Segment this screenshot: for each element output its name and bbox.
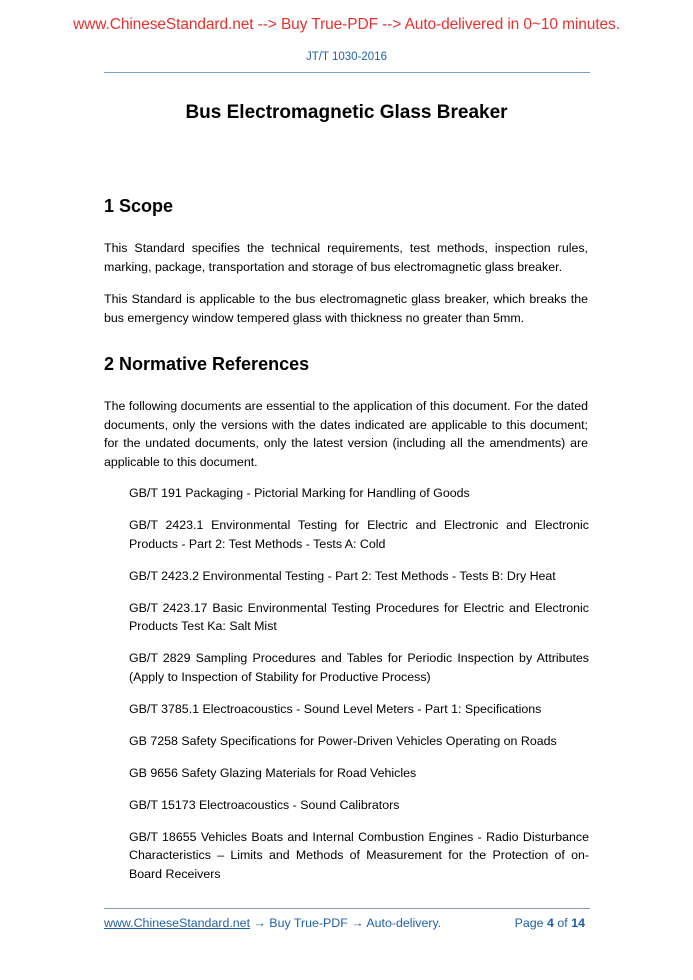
section-heading-scope: 1 Scope — [104, 196, 174, 216]
scope-paragraph-2: This Standard is applicable to the bus electromagnetic glass breaker, which breaks the bus emergency window tempered glass with thickness no greater than 5mm. — [104, 292, 588, 325]
footer-promo — [104, 916, 441, 930]
page-of-label: of — [557, 916, 568, 930]
reference-list — [129, 484, 589, 897]
footer-site-link[interactable]: www.ChineseStandard.net — [104, 916, 251, 930]
reference-item: GB/T 2423.2 Environmental Testing - Part 2: Test Methods - Tests B: Dry Heat — [129, 568, 556, 583]
reference-item: GB/T 2423.17 Basic Environmental Testing Procedures for Electric and Electronic Products Test Ka: Salt Mist — [129, 600, 589, 633]
standard-id-header: JT/T 1030-2016 — [306, 51, 387, 63]
reference-item: GB/T 15173 Electroacoustics - Sound Calibrators — [129, 797, 400, 812]
promo-banner[interactable]: www.ChineseStandard.net --> Buy True-PDF --> Auto-delivered in 0~10 minutes. — [73, 16, 620, 33]
footer-divider — [104, 908, 590, 909]
reference-item: GB/T 3785.1 Electroacoustics - Sound Level Meters - Part 1: Specifications — [129, 701, 542, 716]
reference-item: GB 7258 Safety Specifications for Power-Driven Vehicles Operating on Roads — [129, 733, 557, 748]
reference-item: GB/T 18655 Vehicles Boats and Internal Combustion Engines - Radio Disturbance Characteristics – Limits and Methods of Measurement for the Protection of on-Board Receivers — [129, 829, 589, 881]
header-divider — [104, 72, 590, 73]
normative-intro-paragraph: The following documents are essential to the application of this document. For the dated documents, only the versions with the dates indicated are applicable to this document; for the undated documents, only the latest version (including all the amendments) are applicable to this document. — [104, 399, 588, 469]
reference-item: GB/T 2829 Sampling Procedures and Tables for Periodic Inspection by Attributes (Apply to Inspection of Stability for Productive Process) — [129, 651, 589, 684]
reference-item: GB/T 2423.1 Environmental Testing for Electric and Electronic and Electronic Products - Part 2: Test Methods - Tests A: Cold — [129, 518, 589, 551]
reference-item: GB 9656 Safety Glazing Materials for Road Vehicles — [129, 765, 417, 780]
page-label: Page — [514, 916, 544, 930]
footer-promo-text: → Buy True-PDF → Auto-delivery. — [250, 916, 442, 930]
section-heading-normative-references: 2 Normative References — [104, 354, 310, 374]
current-page-number: 4 — [547, 916, 554, 930]
scope-paragraph-1: This Standard specifies the technical requirements, test methods, inspection rules, marking, package, transportation and storage of bus electromagnetic glass breaker. — [104, 241, 588, 274]
total-pages-number: 14 — [571, 916, 585, 930]
reference-item: GB/T 191 Packaging - Pictorial Marking for Handling of Goods — [129, 486, 470, 500]
page-indicator — [515, 916, 585, 930]
document-title: Bus Electromagnetic Glass Breaker — [185, 102, 508, 123]
